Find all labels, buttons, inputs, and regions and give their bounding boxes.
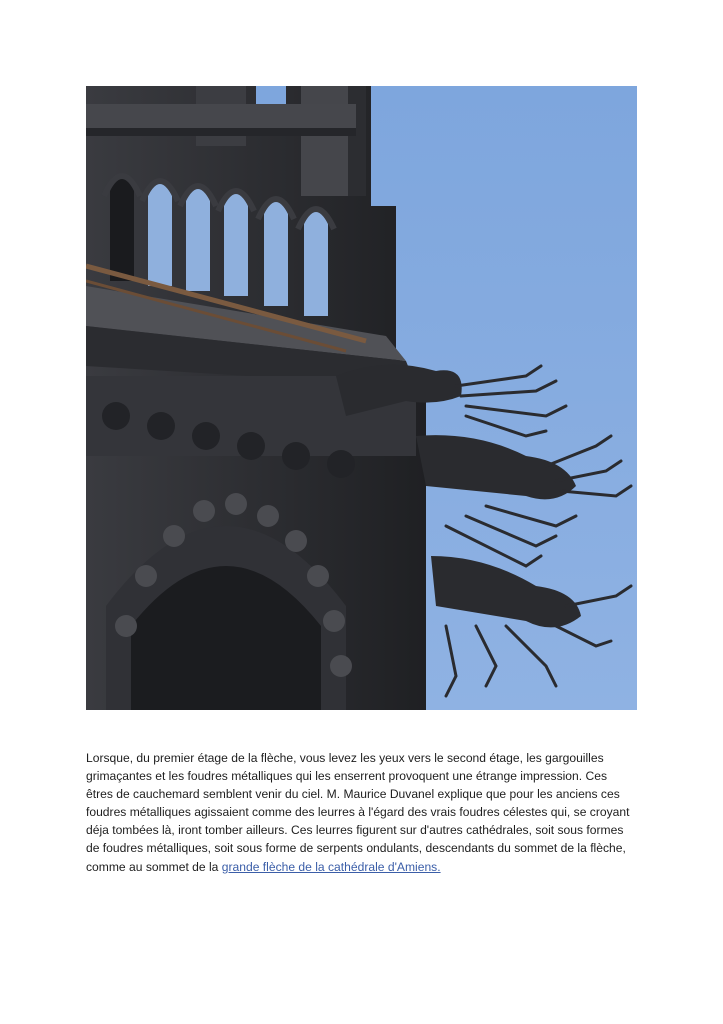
amiens-cathedral-link[interactable]: grande flèche de la cathédrale d'Amiens.	[221, 859, 441, 874]
paragraph-last-line	[86, 858, 646, 876]
paragraph-line: êtres de cauchemard semblent venir du ciel. M. Maurice Duvanel explique que pour les anciens ces	[86, 787, 620, 802]
gargoyle-spire-icon	[86, 86, 637, 710]
article-paragraph	[86, 749, 646, 876]
paragraph-line: Lorsque, du premier étage de la flèche, vous levez les yeux vers le second étage, les gargouilles	[86, 751, 604, 765]
paragraph-line: déja tombées là, iront tomber ailleurs. Ces leurres figurent sur d'autres cathédrales, soit sous formes	[86, 823, 624, 838]
paragraph-line: foudres métalliques agissaient comme des leurres à l'égard des vrais foudres célestes qui, se croyant	[86, 805, 630, 820]
spire-photo	[86, 86, 637, 710]
paragraph-line: grimaçantes et les foudres métalliques qui les enserrent provoquent une étrange impression. Ces	[86, 769, 607, 784]
paragraph-line: de foudres métalliques, soit sous forme de serpents ondulants, descendants du sommet de la flèche,	[86, 841, 626, 856]
paragraph-line-prefix: comme au sommet de la	[86, 859, 222, 874]
